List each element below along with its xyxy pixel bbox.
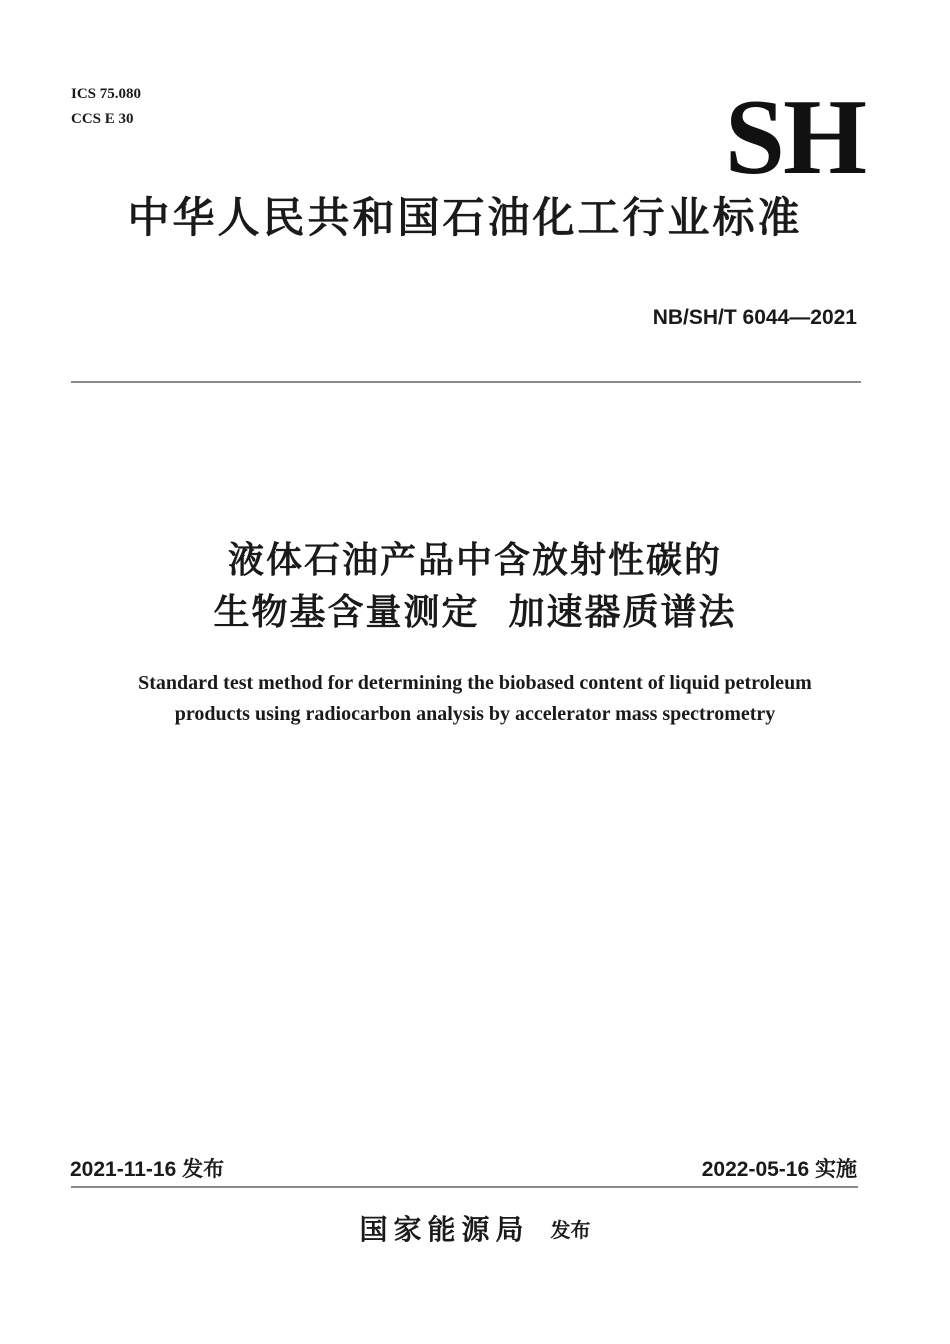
publisher-action: 发布 (550, 1217, 591, 1242)
category-mark: SH (724, 78, 865, 197)
publisher-name: 国家能源局 (359, 1213, 530, 1246)
chinese-title-line-2: 生物基含量测定 加速器质谱法 (213, 592, 737, 633)
english-document-title (60, 668, 890, 730)
classification-codes (71, 82, 141, 132)
ics-code: ICS 75.080 (71, 86, 142, 102)
standard-number: NB/SH/T 6044—2021 (652, 306, 857, 329)
ccs-code: CCS E 30 (71, 111, 134, 127)
chinese-title-line-1: 液体石油产品中含放射性碳的 (227, 540, 722, 581)
chinese-document-title (60, 535, 890, 639)
english-title-line-2: products using radiocarbon analysis by accelerator mass spectrometry (174, 703, 776, 725)
bottom-divider (71, 1186, 858, 1188)
implementation-date: 2022-05-16 实施 (701, 1158, 857, 1181)
publisher-line (60, 1208, 890, 1248)
standard-title: 中华人民共和国石油化工行业标准 (127, 193, 803, 242)
english-title-line-1: Standard test method for determining the biobased content of liquid petroleum (138, 672, 812, 694)
top-divider (71, 381, 861, 383)
issue-date: 2021-11-16 发布 (70, 1158, 225, 1181)
